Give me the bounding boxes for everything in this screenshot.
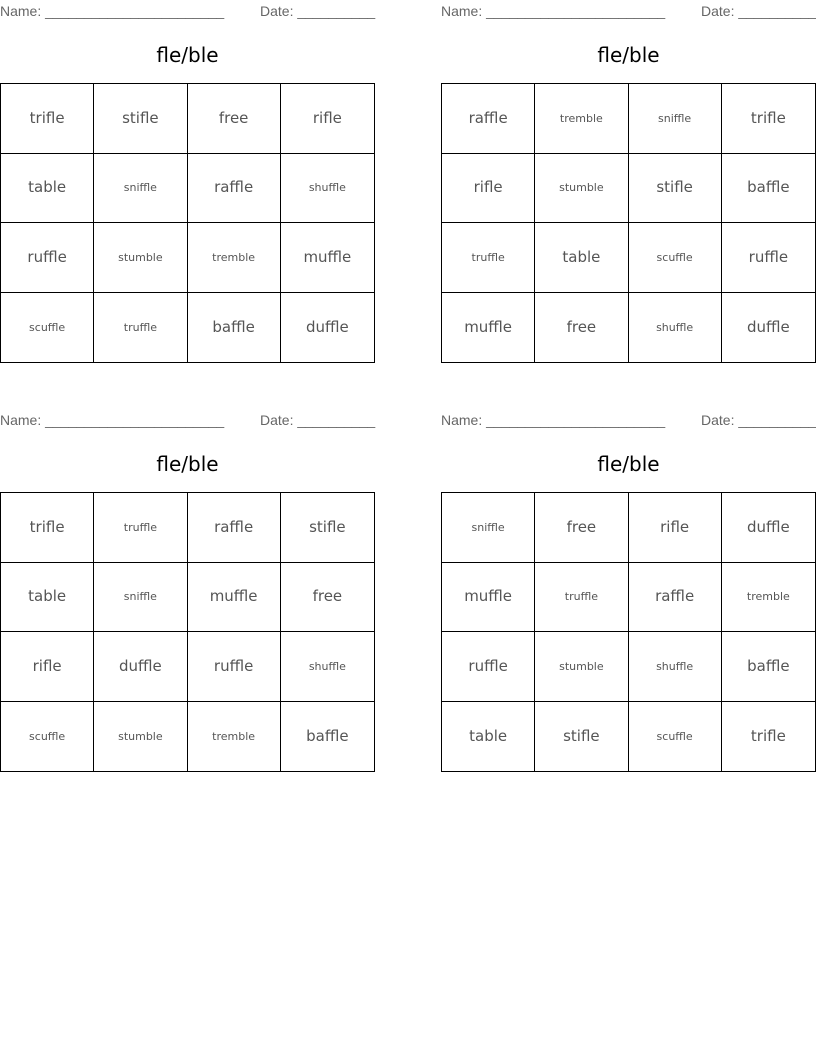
grid-cell: shuffle (629, 632, 722, 702)
name-field-label: Name: _______________________ (0, 3, 225, 19)
grid-cell: shuffle (281, 154, 374, 224)
grid-cell: stifle (535, 702, 628, 772)
grid-cell: stifle (629, 154, 722, 224)
grid-cell: free (535, 493, 628, 563)
grid-cell: free (281, 563, 374, 633)
grid-cell: stifle (94, 84, 187, 154)
bingo-grid (0, 83, 375, 363)
grid-cell: sniffle (629, 84, 722, 154)
grid-cell: raffle (442, 84, 535, 154)
bingo-card-1 (0, 0, 375, 363)
grid-cell: stumble (94, 702, 187, 772)
grid-cell: trifle (1, 493, 94, 563)
grid-cell: free (535, 293, 628, 363)
grid-cell: scuffle (1, 293, 94, 363)
card-header (441, 0, 816, 20)
grid-cell: baffle (188, 293, 281, 363)
grid-cell: sniffle (442, 493, 535, 563)
grid-cell: shuffle (281, 632, 374, 702)
grid-cell: trifle (722, 84, 815, 154)
grid-cell: baffle (306, 726, 349, 745)
grid-cell: tremble (535, 84, 628, 154)
name-field-label: Name: _______________________ (441, 412, 666, 428)
grid-cell: baffle (722, 632, 815, 702)
grid-cell: truffle (94, 493, 187, 563)
card-header (0, 0, 375, 20)
date-field-label: Date: __________ (260, 412, 376, 428)
date-field-label: Date: __________ (260, 3, 376, 19)
grid-cell: sniffle (94, 563, 187, 633)
card-title: fle/ble (156, 43, 219, 67)
grid-cell: raffle (188, 493, 281, 563)
grid-cell: muffle (188, 563, 281, 633)
grid-cell: tremble (188, 702, 281, 772)
card-header (441, 409, 816, 429)
bingo-card-4 (441, 409, 816, 772)
grid-cell: muffle (281, 223, 374, 293)
grid-cell: ruffle (188, 632, 281, 702)
grid-cell: trifle (1, 84, 94, 154)
grid-cell: muffle (442, 293, 535, 363)
bingo-grid (0, 492, 375, 772)
grid-cell: stumble (94, 223, 187, 293)
card-title: fle/ble (156, 452, 219, 476)
grid-cell: sniffle (94, 154, 187, 224)
bingo-grid (441, 83, 816, 363)
bingo-card-3 (0, 409, 375, 772)
grid-cell: rifle (1, 632, 94, 702)
grid-cell: rifle (442, 154, 535, 224)
grid-cell: shuffle (629, 293, 722, 363)
name-field-label: Name: _______________________ (441, 3, 666, 19)
grid-cell: raffle (629, 563, 722, 633)
grid-cell: scuffle (629, 702, 722, 772)
grid-cell: table (535, 223, 628, 293)
bingo-grid (441, 492, 816, 772)
grid-cell: truffle (535, 563, 628, 633)
grid-cell: duffle (746, 317, 790, 336)
grid-cell: muffle (442, 563, 535, 633)
grid-cell: table (1, 563, 94, 633)
grid-cell: tremble (188, 223, 281, 293)
date-field-label: Date: __________ (701, 3, 816, 19)
grid-cell: raffle (188, 154, 281, 224)
card-header (0, 409, 375, 429)
card-title: fle/ble (597, 43, 660, 67)
grid-cell: stumble (535, 154, 628, 224)
grid-cell: duffle (305, 317, 349, 336)
grid-cell: table (442, 702, 535, 772)
name-field-label: Name: _______________________ (0, 412, 225, 428)
grid-cell: ruffle (1, 223, 94, 293)
grid-cell: duffle (722, 493, 815, 563)
grid-cell: truffle (442, 223, 535, 293)
grid-cell: ruffle (442, 632, 535, 702)
grid-cell: table (1, 154, 94, 224)
grid-cell: scuffle (1, 702, 94, 772)
grid-cell: rifle (281, 84, 374, 154)
grid-cell: tremble (722, 563, 815, 633)
grid-cell: ruffle (722, 223, 815, 293)
grid-cell: duffle (94, 632, 187, 702)
grid-cell: free (188, 84, 281, 154)
grid-cell: rifle (629, 493, 722, 563)
grid-cell: scuffle (629, 223, 722, 293)
grid-cell: baffle (722, 154, 815, 224)
date-field-label: Date: __________ (701, 412, 816, 428)
bingo-card-2 (441, 0, 816, 363)
grid-cell: trifle (750, 726, 786, 745)
grid-cell: stumble (535, 632, 628, 702)
card-title: fle/ble (597, 452, 660, 476)
grid-cell: truffle (94, 293, 187, 363)
grid-cell: stifle (281, 493, 374, 563)
